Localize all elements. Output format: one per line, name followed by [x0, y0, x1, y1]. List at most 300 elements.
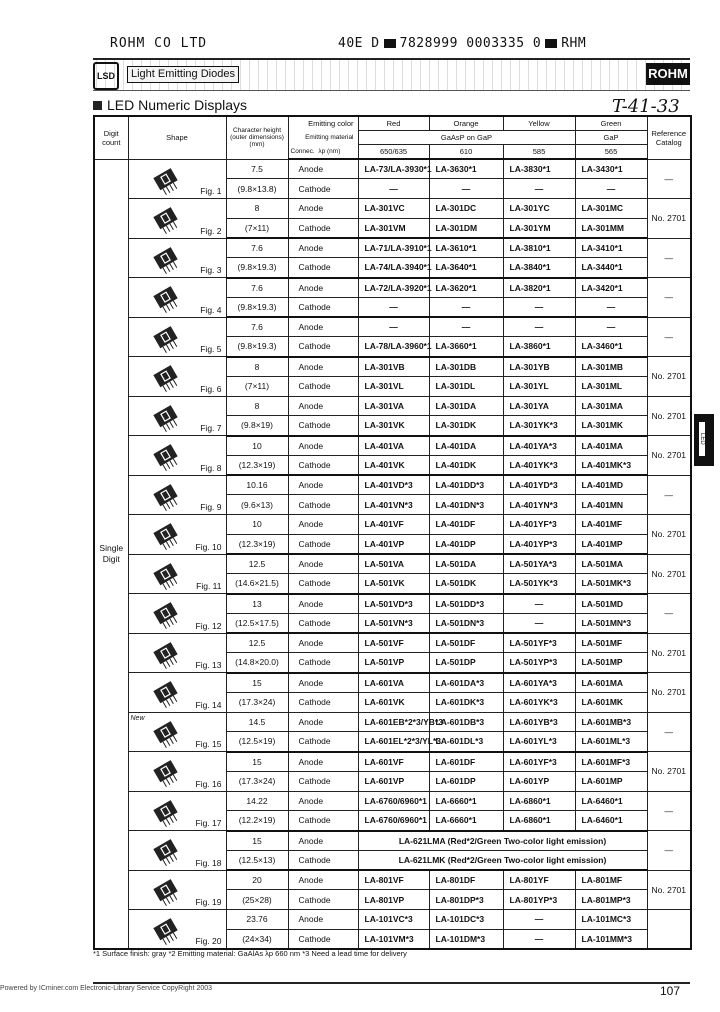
header-color-red: Red [358, 116, 429, 131]
part-number-yellow: LA-401YD*3 [503, 475, 575, 495]
part-number-orange: LA-3620*1 [429, 278, 503, 298]
char-height-cell: (7×11) [226, 218, 288, 238]
header-digit-count: Digit count [94, 116, 128, 159]
part-number-orange: LA-3660*1 [429, 337, 503, 357]
part-number-yellow: LA-401YK*3 [503, 455, 575, 475]
connection-cathode: Cathode [288, 416, 358, 436]
figure-label: Fig. 5 [200, 344, 222, 354]
part-number-merged: LA-621LMK (Red*2/Green Two-color light emission) [358, 850, 647, 870]
char-height-cell: 10 [226, 515, 288, 535]
part-number-yellow: LA-301YK*3 [503, 416, 575, 436]
part-number-red: LA-71/LA-3910*1 [358, 238, 429, 258]
part-number-green: LA-301MA [575, 396, 647, 416]
part-number-yellow: LA-801YP*3 [503, 890, 575, 910]
shape-cell [128, 278, 226, 318]
code-left: 40E D [338, 36, 380, 51]
part-number-yellow: — [503, 594, 575, 614]
connection-anode: Anode [288, 396, 358, 416]
table-row [94, 594, 691, 614]
part-number-red: LA-601EB*2*3/YB*3 [358, 712, 429, 732]
part-number-orange: LA-6660*1 [429, 811, 503, 831]
header-emitting-material-label: Emitting material [288, 131, 358, 145]
part-number-green: LA-401MF [575, 515, 647, 535]
connection-cathode: Cathode [288, 337, 358, 357]
part-number-red: LA-301VL [358, 376, 429, 396]
part-number-red: LA-401VN*3 [358, 495, 429, 515]
connection-anode: Anode [288, 712, 358, 732]
shape-cell [128, 752, 226, 792]
table-row [94, 870, 691, 890]
char-height-cell: 8 [226, 357, 288, 377]
page-number: 107 [660, 984, 681, 998]
char-height-cell: (17.3×24) [226, 692, 288, 712]
char-height-cell: 14.5 [226, 712, 288, 732]
shape-cell [128, 594, 226, 634]
category-banner [93, 58, 690, 91]
reference-catalog-cell: No. 2701 [647, 870, 691, 910]
figure-label: Fig. 10 [195, 541, 222, 552]
part-number-yellow: LA-301YC [503, 199, 575, 219]
connection-cathode: Cathode [288, 218, 358, 238]
part-number-green: LA-501MP [575, 653, 647, 673]
connection-anode: Anode [288, 515, 358, 535]
part-number-yellow: LA-3810*1 [503, 238, 575, 258]
char-height-cell: (25×28) [226, 890, 288, 910]
part-number-yellow: LA-3830*1 [503, 159, 575, 179]
part-number-yellow: LA-3820*1 [503, 278, 575, 298]
part-number-green: LA-501MF [575, 633, 647, 653]
char-height-cell: (7×11) [226, 376, 288, 396]
section-title [93, 97, 247, 113]
part-number-orange: LA-601DL*3 [429, 732, 503, 752]
part-number-orange: LA-6660*1 [429, 791, 503, 811]
char-height-cell: (12.5×19) [226, 732, 288, 752]
part-number-green: LA-601MA [575, 673, 647, 693]
figure-label: Fig. 6 [200, 383, 222, 394]
part-number-orange: LA-301DM [429, 218, 503, 238]
part-number-green: LA-301MM [575, 218, 647, 238]
part-number-green: LA-501MK*3 [575, 574, 647, 594]
side-tab-label: LED [699, 422, 705, 456]
char-height-cell: 23.76 [226, 910, 288, 930]
char-height-cell: 12.5 [226, 554, 288, 574]
char-height-cell: 14.22 [226, 791, 288, 811]
wavelength-red: 650/635 [358, 145, 429, 160]
digit-count-cell: Single Digit [94, 159, 128, 949]
part-number-green: LA-101MC*3 [575, 910, 647, 930]
figure-label: Fig. 2 [200, 225, 222, 236]
shape-cell [128, 317, 226, 357]
connection-cathode: Cathode [288, 258, 358, 278]
part-number-orange: LA-601DF [429, 752, 503, 772]
part-number-orange: LA-501DP [429, 653, 503, 673]
char-height-cell: (14.6×21.5) [226, 574, 288, 594]
header-reference: Reference Catalog [647, 116, 691, 159]
reference-catalog-cell: No. 2701 [647, 633, 691, 673]
shape-cell [128, 515, 226, 555]
part-number-red: LA-501VF [358, 633, 429, 653]
shape-cell [128, 475, 226, 515]
table-row [94, 238, 691, 258]
led-displays-table [93, 115, 692, 950]
char-height-cell: (9.8×19.3) [226, 337, 288, 357]
part-number-red: LA-301VM [358, 218, 429, 238]
char-height-cell: (17.3×24) [226, 771, 288, 791]
figure-label: Fig. 9 [200, 502, 222, 512]
connection-anode: Anode [288, 475, 358, 495]
part-number-red: LA-6760/6960*1 [358, 811, 429, 831]
part-number-green: LA-501MD [575, 594, 647, 614]
reference-catalog-cell: — [647, 278, 691, 318]
part-number-orange: LA-401DF [429, 515, 503, 535]
new-badge: New [130, 714, 145, 722]
reference-catalog-cell: — [647, 712, 691, 752]
part-number-orange: LA-301DA [429, 396, 503, 416]
footer-rule [93, 982, 690, 984]
part-number-yellow: LA-401YA*3 [503, 436, 575, 456]
reference-catalog-cell: — [647, 791, 691, 831]
part-number-green: LA-601MK [575, 692, 647, 712]
part-number-yellow: LA-301YB [503, 357, 575, 377]
handwritten-note: T-41-33 [612, 96, 680, 117]
figure-label: Fig. 7 [200, 423, 222, 433]
part-number-red: LA-401VD*3 [358, 475, 429, 495]
part-number-green: LA-401MD [575, 475, 647, 495]
header-shape: Shape [128, 116, 226, 159]
part-number-red: LA-72/LA-3920*1 [358, 278, 429, 298]
char-height-cell: 15 [226, 831, 288, 851]
part-number-yellow: — [503, 179, 575, 199]
part-number-yellow: LA-3860*1 [503, 337, 575, 357]
connection-anode: Anode [288, 357, 358, 377]
figure-label: Fig. 12 [195, 620, 222, 631]
wavelength-orange: 610 [429, 145, 503, 160]
part-number-green: LA-601MB*3 [575, 712, 647, 732]
table-row [94, 436, 691, 456]
part-number-green: LA-3460*1 [575, 337, 647, 357]
char-height-cell: 7.6 [226, 238, 288, 258]
bullet-square-icon [93, 101, 102, 110]
part-number-orange: LA-301DL [429, 376, 503, 396]
reference-catalog-cell: — [647, 159, 691, 199]
part-number-yellow: LA-601YK*3 [503, 692, 575, 712]
part-number-red: LA-401VF [358, 515, 429, 535]
part-number-orange: LA-501DK [429, 574, 503, 594]
figure-label: Fig. 20 [195, 936, 222, 946]
table-row [94, 317, 691, 337]
char-height-cell: (12.5×17.5) [226, 613, 288, 633]
connection-cathode: Cathode [288, 850, 358, 870]
reference-catalog-cell: No. 2701 [647, 752, 691, 792]
char-height-cell: (9.8×19.3) [226, 297, 288, 317]
connection-cathode: Cathode [288, 732, 358, 752]
shape-cell [128, 436, 226, 476]
connection-cathode: Cathode [288, 771, 358, 791]
reference-catalog-cell: — [647, 831, 691, 871]
part-number-orange: LA-501DF [429, 633, 503, 653]
figure-label: Fig. 16 [195, 778, 222, 789]
connection-cathode: Cathode [288, 613, 358, 633]
part-number-green: LA-401MN [575, 495, 647, 515]
char-height-cell: 7.6 [226, 317, 288, 337]
part-number-red: LA-501VP [358, 653, 429, 673]
part-number-yellow: LA-501YP*3 [503, 653, 575, 673]
header-material-gap: GaP [575, 131, 647, 145]
part-number-red: — [358, 317, 429, 337]
char-height-cell: 10.16 [226, 475, 288, 495]
connection-cathode: Cathode [288, 495, 358, 515]
table-row [94, 831, 691, 851]
part-number-red: LA-74/LA-3940*1 [358, 258, 429, 278]
connection-anode: Anode [288, 317, 358, 337]
part-number-red: LA-301VB [358, 357, 429, 377]
part-number-red: LA-801VP [358, 890, 429, 910]
char-height-cell: (14.8×20.0) [226, 653, 288, 673]
part-number-yellow: LA-601YL*3 [503, 732, 575, 752]
shape-cell [128, 910, 226, 950]
part-number-orange: LA-3640*1 [429, 258, 503, 278]
figure-label: Fig. 17 [195, 818, 222, 828]
shape-cell [128, 396, 226, 436]
part-number-yellow: LA-601YB*3 [503, 712, 575, 732]
connection-anode: Anode [288, 436, 358, 456]
part-number-red: LA-501VA [358, 554, 429, 574]
part-number-orange: LA-401DD*3 [429, 475, 503, 495]
part-number-orange: LA-801DF [429, 870, 503, 890]
part-number-yellow: LA-301YL [503, 376, 575, 396]
shape-cell [128, 673, 226, 713]
connection-cathode: Cathode [288, 297, 358, 317]
shape-cell [128, 554, 226, 594]
reference-catalog-cell: — [647, 238, 691, 278]
connection-cathode: Cathode [288, 455, 358, 475]
char-height-cell: 7.6 [226, 278, 288, 298]
connection-anode: Anode [288, 910, 358, 930]
part-number-orange: LA-801DP*3 [429, 890, 503, 910]
header-color-orange: Orange [429, 116, 503, 131]
connection-anode: Anode [288, 633, 358, 653]
char-height-cell: 20 [226, 870, 288, 890]
part-number-yellow: LA-3840*1 [503, 258, 575, 278]
part-number-orange: LA-301DK [429, 416, 503, 436]
reference-catalog-cell: — [647, 317, 691, 357]
char-height-cell: 7.5 [226, 159, 288, 179]
part-number-green: LA-401MP [575, 534, 647, 554]
part-number-red: LA-801VF [358, 870, 429, 890]
part-number-red: LA-401VP [358, 534, 429, 554]
connection-anode: Anode [288, 199, 358, 219]
table-row [94, 475, 691, 495]
connection-anode: Anode [288, 159, 358, 179]
part-number-red: — [358, 179, 429, 199]
table-row [94, 199, 691, 219]
char-height-cell: (12.2×19) [226, 811, 288, 831]
part-number-orange: LA-401DA [429, 436, 503, 456]
part-number-red: LA-601VP [358, 771, 429, 791]
char-height-cell: (9.6×13) [226, 495, 288, 515]
part-number-green: LA-3440*1 [575, 258, 647, 278]
figure-label: Fig. 8 [200, 462, 222, 473]
reference-catalog-cell: No. 2701 [647, 357, 691, 397]
rohm-brand-logo: ROHM [646, 63, 690, 85]
part-number-green: LA-3410*1 [575, 238, 647, 258]
connection-cathode: Cathode [288, 811, 358, 831]
connection-cathode: Cathode [288, 534, 358, 554]
part-number-red: LA-601EL*2*3/YL*3 [358, 732, 429, 752]
figure-label: Fig. 13 [195, 660, 222, 670]
char-height-cell: 12.5 [226, 633, 288, 653]
credit-line: Powered by ICminer.com Electronic-Library Service CopyRight 2003 [0, 985, 213, 992]
part-number-yellow: LA-601YP [503, 771, 575, 791]
header-connection: Connec. [290, 147, 315, 155]
part-number-orange: LA-601DB*3 [429, 712, 503, 732]
figure-label: Fig. 18 [195, 857, 222, 868]
part-number-green: LA-501MA [575, 554, 647, 574]
part-number-red: LA-301VK [358, 416, 429, 436]
reference-catalog-cell: No. 2701 [647, 436, 691, 476]
figure-label: Fig. 4 [200, 304, 222, 315]
shape-cell [128, 633, 226, 673]
shape-cell [128, 791, 226, 831]
connection-anode: Anode [288, 238, 358, 258]
char-height-cell: 8 [226, 199, 288, 219]
figure-label: Fig. 19 [195, 897, 222, 907]
connection-anode: Anode [288, 594, 358, 614]
part-number-green: LA-3420*1 [575, 278, 647, 298]
part-number-yellow: — [503, 910, 575, 930]
part-number-orange: LA-401DN*3 [429, 495, 503, 515]
part-number-orange: LA-601DK*3 [429, 692, 503, 712]
table-row [94, 712, 691, 732]
shape-cell [128, 159, 226, 199]
part-number-yellow: LA-6860*1 [503, 811, 575, 831]
connection-anode: Anode [288, 870, 358, 890]
connection-cathode: Cathode [288, 574, 358, 594]
shape-cell [128, 199, 226, 239]
connection-cathode: Cathode [288, 179, 358, 199]
document-code [338, 36, 586, 51]
wavelength-green: 565 [575, 145, 647, 160]
part-number-orange: LA-601DA*3 [429, 673, 503, 693]
company-name: ROHM CO LTD [110, 36, 208, 51]
part-number-orange: — [429, 297, 503, 317]
connection-anode: Anode [288, 831, 358, 851]
banner-title: Light Emitting Diodes [127, 66, 239, 83]
part-number-yellow: — [503, 297, 575, 317]
footnotes: *1 Surface finish: gray *2 Emitting material: GaAlAs λp 660 nm *3 Need a lead time for delivery [93, 949, 407, 958]
char-height-cell: (24×34) [226, 929, 288, 949]
part-number-yellow: LA-501YF*3 [503, 633, 575, 653]
reference-catalog-cell: No. 2701 [647, 673, 691, 713]
part-number-orange: LA-501DD*3 [429, 594, 503, 614]
header-emitting-color-label: Emitting color [288, 116, 358, 131]
part-number-yellow: LA-501YK*3 [503, 574, 575, 594]
part-number-red: LA-78/LA-3960*1 [358, 337, 429, 357]
table-row [94, 752, 691, 772]
connection-anode: Anode [288, 673, 358, 693]
reference-catalog-cell: No. 2701 [647, 396, 691, 436]
part-number-green: LA-301MB [575, 357, 647, 377]
shape-cell [128, 238, 226, 278]
wavelength-yellow: 585 [503, 145, 575, 160]
part-number-orange: LA-301DC [429, 199, 503, 219]
part-number-red: LA-401VK [358, 455, 429, 475]
part-number-red: LA-501VK [358, 574, 429, 594]
part-number-green: LA-401MA [575, 436, 647, 456]
part-number-green: LA-301MC [575, 199, 647, 219]
part-number-orange: — [429, 179, 503, 199]
part-number-yellow: LA-401YP*3 [503, 534, 575, 554]
connection-cathode: Cathode [288, 929, 358, 949]
part-number-green: LA-601MF*3 [575, 752, 647, 772]
part-number-green: — [575, 297, 647, 317]
part-number-yellow: LA-601YA*3 [503, 673, 575, 693]
part-number-orange: LA-3630*1 [429, 159, 503, 179]
connection-cathode: Cathode [288, 890, 358, 910]
section-title-text: LED Numeric Displays [107, 97, 248, 113]
part-number-red: LA-73/LA-3930*1 [358, 159, 429, 179]
char-height-cell: (9.8×13.8) [226, 179, 288, 199]
part-number-orange: — [429, 317, 503, 337]
part-number-red: LA-501VN*3 [358, 613, 429, 633]
part-number-green: LA-401MK*3 [575, 455, 647, 475]
part-number-green: LA-101MM*3 [575, 929, 647, 949]
reference-catalog-cell: — [647, 594, 691, 634]
reference-catalog-cell: No. 2701 [647, 515, 691, 555]
connection-cathode: Cathode [288, 376, 358, 396]
figure-label: Fig. 1 [200, 186, 222, 196]
part-number-orange: LA-101DC*3 [429, 910, 503, 930]
header-char-height: Character height (outer dimensions) (mm) [226, 116, 288, 159]
part-number-green: LA-6460*1 [575, 791, 647, 811]
part-number-orange: LA-401DK [429, 455, 503, 475]
part-number-green: LA-3430*1 [575, 159, 647, 179]
part-number-red: LA-401VA [358, 436, 429, 456]
part-number-red: LA-601VF [358, 752, 429, 772]
char-height-cell: 13 [226, 594, 288, 614]
char-height-cell: 8 [226, 396, 288, 416]
figure-label: Fig. 11 [196, 581, 222, 591]
connection-anode: Anode [288, 554, 358, 574]
part-number-red: — [358, 297, 429, 317]
table-row [94, 396, 691, 416]
table-row [94, 791, 691, 811]
char-height-cell: 15 [226, 752, 288, 772]
part-number-red: LA-601VA [358, 673, 429, 693]
part-number-orange: LA-501DN*3 [429, 613, 503, 633]
connection-anode: Anode [288, 752, 358, 772]
part-number-red: LA-601VK [358, 692, 429, 712]
part-number-yellow: LA-401YN*3 [503, 495, 575, 515]
lsd-logo: LSD [93, 62, 119, 90]
char-height-cell: (9.8×19) [226, 416, 288, 436]
table-row [94, 159, 691, 179]
part-number-red: LA-101VC*3 [358, 910, 429, 930]
part-number-red: LA-501VD*3 [358, 594, 429, 614]
part-number-green: LA-801MP*3 [575, 890, 647, 910]
header-lambda-label [288, 145, 358, 160]
part-number-green: LA-6460*1 [575, 811, 647, 831]
part-number-yellow: LA-601YF*3 [503, 752, 575, 772]
part-number-yellow: LA-6860*1 [503, 791, 575, 811]
part-number-red: LA-301VA [358, 396, 429, 416]
figure-label: Fig. 15 [195, 739, 222, 749]
char-height-cell: (12.5×13) [226, 850, 288, 870]
part-number-orange: LA-601DP [429, 771, 503, 791]
side-index-tab [694, 414, 714, 466]
part-number-yellow: LA-301YA [503, 396, 575, 416]
shape-cell [128, 870, 226, 910]
